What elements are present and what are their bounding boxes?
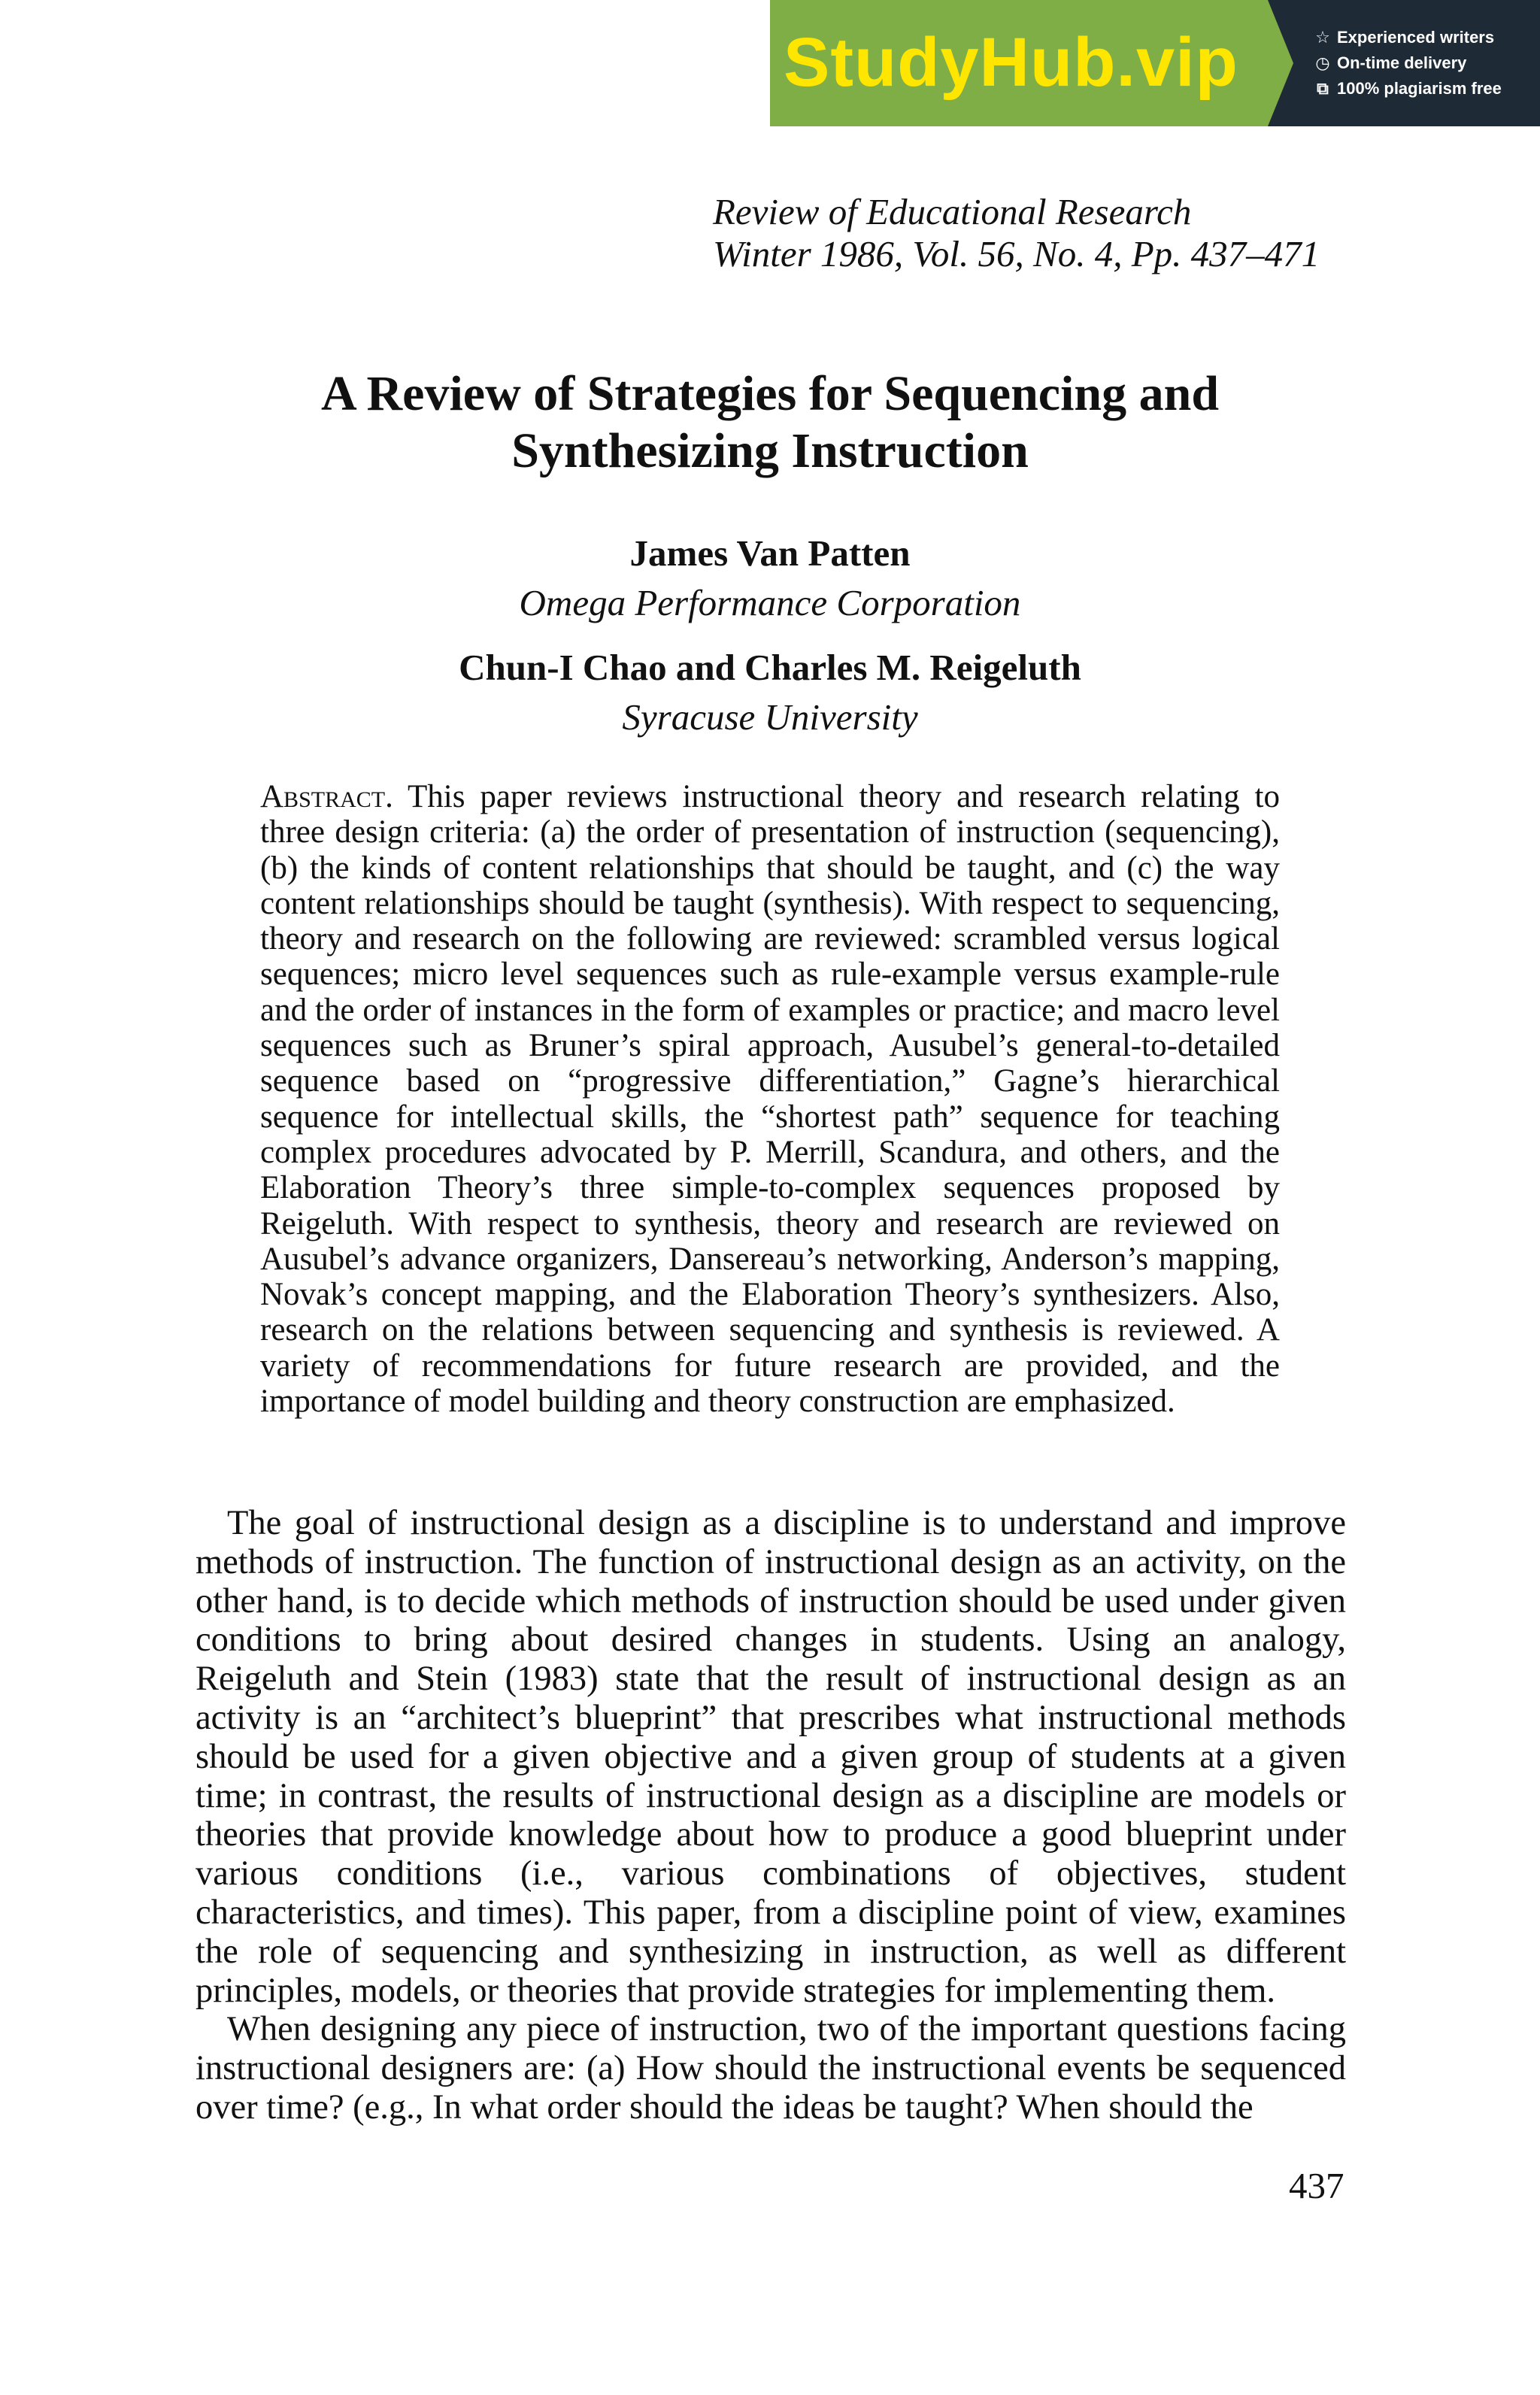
brand-logo[interactable]: StudyHub.vip xyxy=(784,24,1238,101)
promo-banner[interactable] xyxy=(770,0,1540,126)
body-paragraph: The goal of instructional design as a discipline is to understand and improve methods of instruction. The function of instructional design as an activity, on the other hand, is to decide which methods of instruction should be used under given conditions to bring about desired changes in students. Using an analogy, Reigeluth and Stein (1983) state that the result of instructional design as an activity is an “architect’s blueprint” that prescribes what instructional methods should be used for a given objective and a given group of students at a given time; in contrast, the results of instructional design as a discipline are models or theories that provide knowledge about how to produce a good blueprint under various conditions (i.e., various combinations of objectives, student characteristics, and times). This paper, from a discipline point of view, examines the role of sequencing and synthesizing in instruction, as well as different principles, models, or theories that provide strategies for implementing them. xyxy=(196,1504,1346,2010)
abstract xyxy=(260,779,1280,1419)
feature-label: On-time delivery xyxy=(1337,53,1467,72)
paper-title xyxy=(0,365,1540,480)
body-text xyxy=(196,1504,1346,2127)
author-affiliation: Syracuse University xyxy=(622,696,918,738)
body-paragraph: When designing any piece of instruction, two of the important questions facing instructional designers are: (a) How should the instructional events be sequenced over time? (e.g., In what order should the ideas be taught? When should the xyxy=(196,2010,1346,2127)
author-name: Chun-I Chao and Charles M. Reigeluth xyxy=(459,647,1081,688)
author-name: James Van Patten xyxy=(629,532,911,574)
journal-citation xyxy=(713,191,1320,275)
abstract-text: This paper reviews instructional theory and research relating to three design criteria: (a) the order of presentation of instruction (sequencing), (b) the kinds of content relationships that should be taught, and (c) the way content relationships should be taught (synthesis). With respect to sequencing, theory and research on the following are reviewed: scrambled versus logical sequences; micro level sequences such as rule-example versus example-rule and the order of instances in the form of examples or practice; and macro level sequences such as Bruner’s spiral approach, Ausubel’s general-to-detailed sequence based on “progressive differentiation,” Gagne’s hierarchical sequence for intellectual skills, the “shortest path” sequence for teaching complex procedures advocated by P. Merrill, Scandura, and others, and the Elaboration Theory’s three simple-to-complex sequences proposed by Reigeluth. With respect to synthesis, theory and research are reviewed on Ausubel’s advance organizers, Dansereau’s networking, Anderson’s mapping, Novak’s concept mapping, and the Elaboration Theory’s synthesizers. Also, research on the relations between sequencing and synthesis is reviewed. A variety of recommendations for future research are provided, and the importance of model building and theory construction are emphasized. xyxy=(260,779,1280,1420)
feature-label: Experienced writers xyxy=(1337,28,1495,47)
clock-icon: ◷ xyxy=(1315,53,1330,72)
banner-arrow-shape xyxy=(1268,0,1293,126)
abstract-label: Abstract. xyxy=(260,779,393,814)
feature-list xyxy=(1268,0,1540,126)
author-affiliation: Omega Performance Corporation xyxy=(519,582,1021,623)
journal-name: Review of Educational Research xyxy=(713,191,1192,232)
feature-item xyxy=(1313,53,1540,73)
copy-icon: ⧉ xyxy=(1317,79,1329,98)
title-line: Synthesizing Instruction xyxy=(511,423,1029,478)
feature-item xyxy=(1313,79,1540,99)
page-number: 437 xyxy=(1289,2165,1344,2206)
journal-issue: Winter 1986, Vol. 56, No. 4, Pp. 437–471 xyxy=(713,233,1320,274)
title-line: A Review of Strategies for Sequencing and xyxy=(320,366,1220,421)
feature-label: 100% plagiarism free xyxy=(1337,79,1502,98)
brand-panel[interactable] xyxy=(770,0,1268,126)
feature-item xyxy=(1313,28,1540,47)
star-outline-icon: ☆ xyxy=(1315,28,1330,47)
